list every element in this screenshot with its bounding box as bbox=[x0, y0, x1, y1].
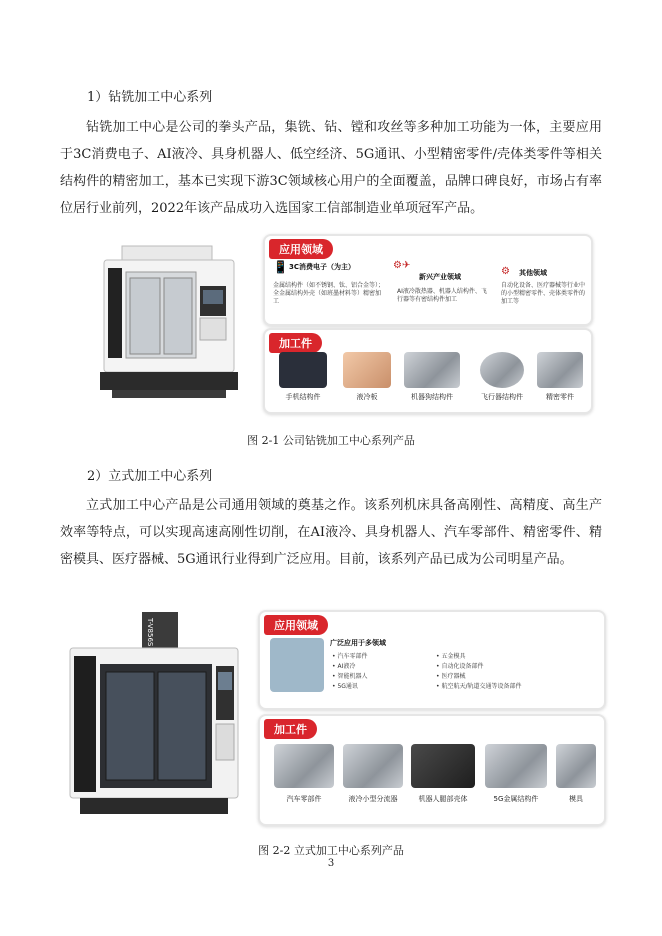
worker-illustration bbox=[270, 638, 324, 692]
part-label: 汽车零部件 bbox=[286, 795, 322, 803]
part-item bbox=[467, 352, 537, 402]
5g-part-image bbox=[485, 744, 547, 788]
part-item bbox=[273, 352, 333, 402]
part-item bbox=[397, 352, 467, 402]
aircraft-part-image bbox=[480, 352, 524, 388]
phone-part-image bbox=[279, 352, 327, 388]
domain-desc: 自动化设备、医疗器械等行业中的小型精密零件、壳体类零件的加工等 bbox=[501, 282, 586, 305]
processed-parts-panel-2 bbox=[258, 714, 606, 826]
machine-model-label: T-V856S bbox=[146, 618, 154, 647]
part-item bbox=[338, 744, 408, 804]
robot-dog-part-image bbox=[404, 352, 460, 388]
part-label: 液冷板 bbox=[356, 393, 378, 401]
part-item bbox=[270, 744, 338, 804]
domain-title: 广泛应用于多领域 bbox=[330, 639, 386, 647]
section2-heading: 2）立式加工中心系列 bbox=[87, 469, 213, 484]
domain-title: 新兴产业领域 bbox=[419, 273, 461, 281]
figure-2-1-caption: 图 2-1 公司钻铣加工中心系列产品 bbox=[247, 434, 415, 447]
processed-parts-panel bbox=[263, 328, 593, 414]
section1-paragraph: 钻铣加工中心是公司的拳头产品，集铣、钻、镗和攻丝等多种加工功能为一体，主要应用于3C消费电子、AI液冷、具身机器人、低空经济、5G通讯、小型精密零件/壳体类零件等相关结构件的精密加工，基本已实现下游3C领域核心用户的全面覆盖，品牌口碑良好，市场占有率位居行业前列，2022年该产品成功入选国家工信部制造业单项冠军产品。 bbox=[60, 120, 602, 216]
part-item bbox=[478, 744, 554, 804]
list-item: • 五金模具 bbox=[436, 653, 466, 660]
part-label: 精密零件 bbox=[546, 393, 574, 401]
list-item: • AI液冷 bbox=[332, 663, 356, 670]
list-item: • 航空航天/轨道交通等设备部件 bbox=[436, 683, 522, 690]
auto-part-image bbox=[274, 744, 334, 788]
list-item: • 医疗器械 bbox=[436, 673, 466, 680]
domain-list-left bbox=[332, 652, 422, 692]
domain-list-right bbox=[436, 652, 596, 692]
figure-2-2 bbox=[64, 610, 614, 830]
part-label: 手机结构件 bbox=[285, 393, 321, 401]
list-item: • 汽车零部件 bbox=[332, 653, 368, 660]
cooling-plate-image bbox=[343, 352, 391, 388]
gear-icon: ⚙ bbox=[501, 266, 510, 277]
list-item: • 智能机器人 bbox=[332, 673, 368, 680]
processed-parts-title: 加工件 bbox=[269, 333, 322, 353]
part-item bbox=[337, 352, 397, 402]
phone-icon: 📱 bbox=[273, 260, 288, 274]
figure-2-1 bbox=[70, 232, 590, 422]
part-item bbox=[552, 744, 600, 804]
part-label: 机器人腿部壳体 bbox=[418, 795, 468, 803]
domain-title: 3C消费电子（为主） bbox=[289, 263, 356, 271]
part-item bbox=[531, 352, 589, 402]
list-item: • 5G通讯 bbox=[332, 683, 358, 690]
domain-desc: 金属结构件（如不锈钢、钛、铝合金等）；全金属结构外壳（如班墨材料等）精密加工 bbox=[273, 282, 385, 305]
application-domains-title: 应用领域 bbox=[269, 239, 333, 259]
mold-image bbox=[556, 744, 596, 788]
figure-2-2-caption: 图 2-2 立式加工中心系列产品 bbox=[258, 844, 404, 857]
robot-leg-shell-image bbox=[411, 744, 475, 788]
part-item bbox=[406, 744, 480, 804]
section2-paragraph: 立式加工中心产品是公司通用领域的奠基之作。该系列机床具备高刚性、高精度、高生产效率等特点，可以实现高速高刚性切削，在AI液冷、具身机器人、汽车零部件、精密零件、精密模具、医疗器械、5G通讯行业得到广泛应用。目前，该系列产品已成为公司明星产品。 bbox=[60, 498, 602, 567]
part-label: 液冷小型分流器 bbox=[348, 795, 398, 803]
domain-desc: AI液冷散热器、机器人结构件、飞行器等有密结构件加工 bbox=[397, 288, 487, 303]
precision-part-image bbox=[537, 352, 583, 388]
processed-parts-title: 加工件 bbox=[264, 719, 317, 739]
parts-row bbox=[273, 352, 589, 408]
part-label: 机器狗结构件 bbox=[411, 393, 453, 401]
industry-icons: ⚙✈ bbox=[393, 260, 411, 271]
page-number: 3 bbox=[327, 858, 335, 869]
part-label: 5G金属结构件 bbox=[493, 795, 539, 803]
drilling-machine-image bbox=[94, 238, 254, 408]
domain-title: 其他领域 bbox=[519, 269, 547, 277]
part-label: 飞行器结构件 bbox=[481, 393, 523, 401]
section1-heading: 1）钻铣加工中心系列 bbox=[87, 90, 213, 105]
vertical-machine-image bbox=[66, 612, 242, 826]
part-label: 模具 bbox=[569, 795, 583, 803]
manifold-image bbox=[343, 744, 403, 788]
application-domains-panel bbox=[263, 234, 593, 326]
application-domains-panel-2 bbox=[258, 610, 606, 710]
application-domains-title: 应用领域 bbox=[264, 615, 328, 635]
list-item: • 自动化设备部件 bbox=[436, 663, 484, 670]
